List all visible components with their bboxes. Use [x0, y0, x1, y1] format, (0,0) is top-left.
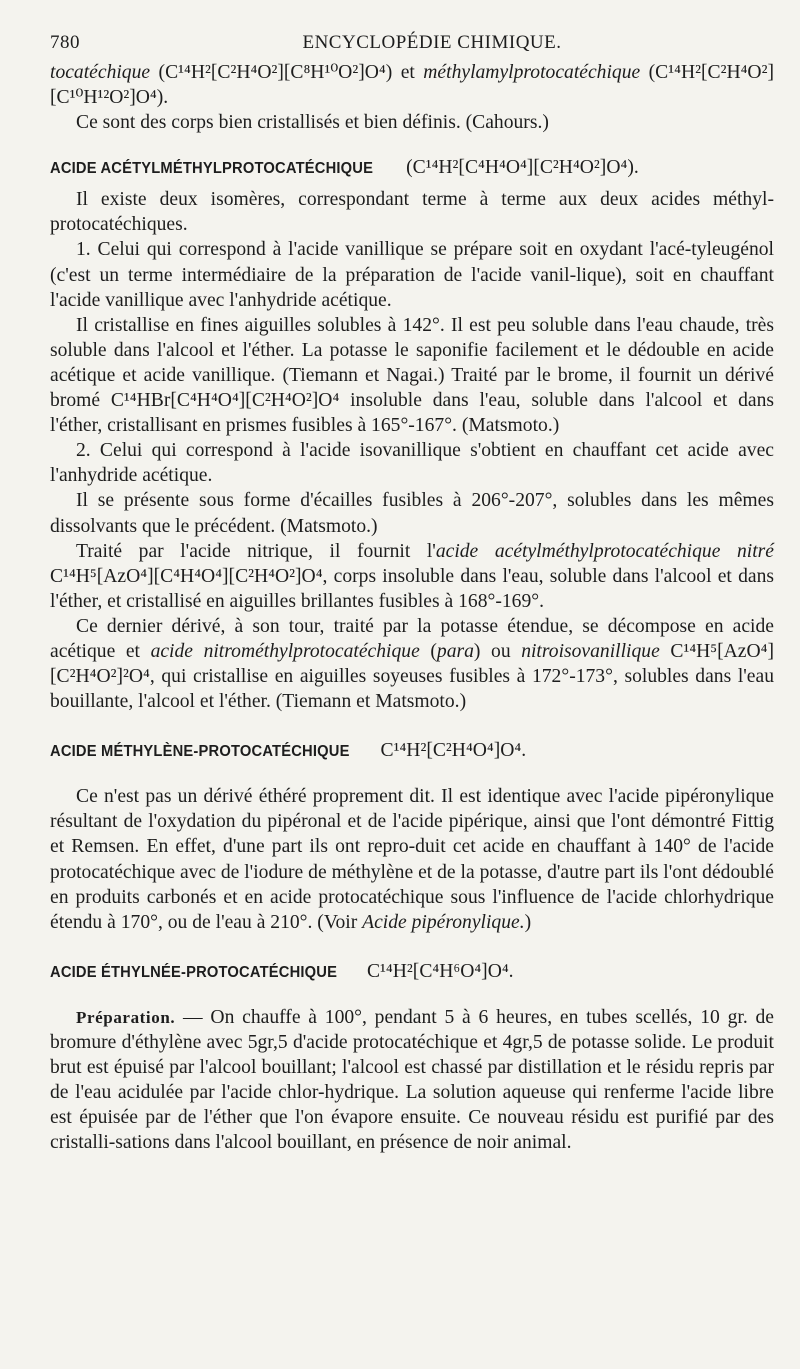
- italic-term: Acide pipéronylique.: [362, 911, 525, 933]
- paragraph: Préparation. — On chauffe à 100°, pendant 5 à 6 heures, en tubes scellés, 10 gr. de bromure d'éthylène avec 5gr,5 d'acide protocatéchique et 4gr,5 de potasse solide. Le produit brut est épuisé par l'alcool bouillant; l'alcool est chassé par distillation et le résidu repris par de l'eau acidulée par l'acide chlor-hydrique. La solution aqueuse qui renferme l'acide libre est épuisée par de l'éther que l'on évapore ensuite. Ce nouveau résidu est purifié par des cristalli-sations dans l'alcool bouillant, en présence de noir animal.: [50, 1006, 774, 1154]
- preparation-label: Préparation.: [76, 1007, 176, 1027]
- paragraph: Il cristallise en fines aiguilles solubles à 142°. Il est peu soluble dans l'eau chaude, très soluble dans l'alcool et l'éther. La potasse le saponifie facilement et le dédouble en acide acétique et acide vanillique. (Tiemann et Nagai.) Traité par le brome, il fournit un dérivé bromé C¹⁴HBr[C⁴H⁴O⁴][C²H⁴O²]O⁴ insoluble dans l'eau, soluble dans l'alcool et dans l'éther, cristallisant en prismes fusibles à 165°-167°. (Matsmoto.): [50, 314, 774, 437]
- paragraph: Il existe deux isomères, correspondant terme à terme aux deux acides méthyl-protocatéchiques.: [50, 189, 774, 236]
- paragraph: 1. Celui qui correspond à l'acide vanillique se prépare soit en oxydant l'acé-tyleugénol (c'est un terme intermédiaire de la préparation de l'acide vanil-lique), soit en chauffant l'acide vanillique avec l'anhydride acétique.: [50, 239, 774, 311]
- page-number: 780: [50, 32, 80, 53]
- section-title: ACIDE MÉTHYLÈNE-PROTOCATÉCHIQUE: [50, 743, 350, 761]
- section-title: ACIDE ACÉTYLMÉTHYLPROTOCATÉCHIQUE: [50, 160, 374, 178]
- intro-formula-2: (C¹⁴H²[C²H⁴O²][C¹⁰H¹²O²]O⁴).: [50, 62, 774, 109]
- section-title: ACIDE ÉTHYLNÉE-PROTOCATÉCHIQUE: [50, 963, 338, 981]
- paragraph: Ce dernier dérivé, à son tour, traité par la potasse étendue, se décompose en acide acétique et acide nitrométhylprotocatéchique (para) ou nitroisovanillique C¹⁴H⁵[AzO⁴][C²H⁴O²]²O⁴, qui cristallise en aiguilles soyeuses fusibles à 172°-173°, solubles dans l'eau bouillante, l'alcool et l'éther. (Tiemann et Matsmoto.): [50, 615, 775, 713]
- paragraph: 2. Celui qui correspond à l'acide isovanillique s'obtient en chauffant cet acide avec l'anhydride acétique.: [50, 440, 774, 487]
- section-formula: C¹⁴H²[C²H⁴O⁴]O⁴.: [375, 740, 527, 762]
- paragraph: Il se présente sous forme d'écailles fusibles à 206°-207°, solubles dans les mêmes dissolvants que le précédent. (Matsmoto.): [50, 490, 774, 537]
- italic-term: acide nitrométhylprotocatéchique: [150, 640, 420, 662]
- intro-formula-1: (C¹⁴H²[C²H⁴O²][C⁸H¹⁰O²]O⁴) et: [150, 62, 424, 83]
- paragraph: Ce n'est pas un dérivé éthéré proprement dit. Il est identique avec l'acide pipéronylique résultant de l'oxydation du pipéronal et de l'acide pipérique, ainsi que l'ont démontré Fittig et Remsen. En effet, d'une part ils ont repro-duit cet acide en chauffant à 140° de l'acide protocatéchique avec de l'iodure de méthylène et de la potasse, d'autre part ils l'ont dédoublé en produits carbonés et en acide protocatéchique sous l'influence de l'acide chlorhydrique étendu à 170°, ou de l'eau à 210°. (Voir Acide pipéronylique.): [50, 786, 774, 933]
- section-heading-ethylnee: [50, 959, 774, 985]
- intro-paragraph: Ce sont des corps bien cristallisés et bien définis. (Cahours.): [76, 112, 549, 134]
- italic-term: nitroisovanillique: [521, 640, 660, 662]
- italic-term: acide acétylméthylprotocatéchique nitré: [435, 540, 774, 562]
- page-header: [50, 26, 774, 60]
- section-heading-acetylmethyl: [50, 155, 774, 181]
- section-formula: (C¹⁴H²[C⁴H⁴O⁴][C²H⁴O²]O⁴).: [401, 157, 639, 179]
- running-title: ENCYCLOPÉDIE CHIMIQUE.: [302, 32, 562, 53]
- section-formula: C¹⁴H²[C⁴H⁶O⁴]O⁴.: [362, 960, 514, 982]
- section-heading-methylene: [50, 738, 774, 764]
- paragraph: Traité par l'acide nitrique, il fournit l'acide acétylméthylprotocatéchique nitré C¹⁴H⁵[AzO⁴][C⁴H⁴O⁴][C²H⁴O²]O⁴, corps insoluble dans l'eau, soluble dans l'alcool et dans l'éther, et cristallisé en aiguilles brillantes fusibles à 168°-169°.: [50, 540, 774, 612]
- intro-formula-paragraph: [50, 60, 774, 110]
- intro-term-2: méthylamylprotocatéchique: [423, 62, 641, 83]
- italic-term: para: [436, 640, 474, 662]
- intro-term-1: tocatéchique: [50, 62, 151, 83]
